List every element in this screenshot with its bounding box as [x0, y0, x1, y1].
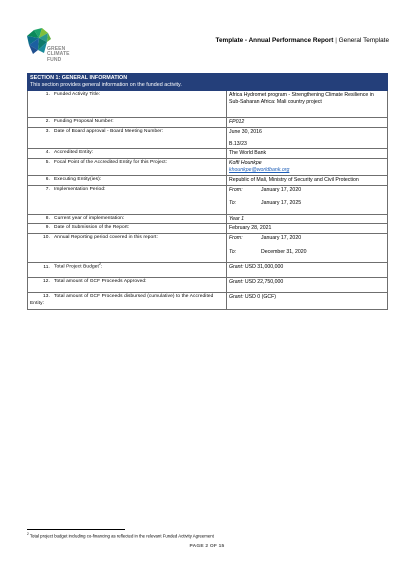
table-row	[28, 214, 388, 224]
row-value: The World Bank	[227, 149, 388, 159]
logo-wordmark: GREEN CLIMATE FUND	[47, 46, 70, 63]
row-value: Africa Hydromet program - Strengthening Climate Resilience in Sub-Saharan Africa: Mali country project	[227, 91, 388, 118]
row-label: 7. Implementation Period:	[28, 185, 227, 214]
section-subtitle: This section provides general information on the funded activity.	[30, 81, 182, 88]
row-label: 2. Funding Proposal Number:	[28, 118, 227, 128]
section-header	[28, 74, 388, 91]
row-label: 12. Total amount of GCF Proceeds Approved:	[28, 278, 227, 293]
focal-point-email-link[interactable]: khounkpe@worldbank.org	[229, 167, 290, 174]
table-row	[28, 293, 388, 310]
table-row	[28, 278, 388, 293]
row-label: 6. Executing Entity(ies):	[28, 175, 227, 185]
header-title-bold: Template - Annual Performance Report	[215, 37, 334, 44]
table-row	[28, 149, 388, 159]
row-label: 1. Funded Activity Title:	[28, 91, 227, 118]
general-information-table	[27, 73, 388, 310]
row-value: Grant: USD 22,750,000	[227, 278, 388, 293]
page-number: PAGE 2 OF 15	[189, 544, 225, 549]
table-row	[28, 91, 388, 118]
row-label: 4. Accredited Entity:	[28, 149, 227, 159]
footnote: $^2$ Total project budget including co-financing as reflected in the relevant Funded Activity Agreement	[27, 532, 214, 539]
row-value: FP012	[227, 118, 388, 128]
row-label: 3. Date of Board approval - Board Meeting Number:	[28, 127, 227, 149]
header-title: Template - Annual Performance Report | General Template	[215, 37, 389, 44]
row-value: Republic of Mali, Ministry of Security and Civil Protection	[227, 175, 388, 185]
section-title: SECTION 1: GENERAL INFORMATION	[30, 75, 128, 81]
table-row	[28, 234, 388, 263]
row-value: From: January 17, 2020 To: December 31, 2020	[227, 234, 388, 263]
row-value: Grant: USD 0 (GCF)	[227, 293, 388, 310]
row-label: 13. Total amount of GCF Proceeds disbursed (cumulative) to the Accredited Entity:	[28, 293, 227, 310]
row-value: February 28, 2021	[227, 224, 388, 234]
row-value: Grant: USD 31,000,000	[227, 263, 388, 278]
table-row	[28, 159, 388, 176]
header-title-rest: General Template	[338, 37, 389, 44]
row-value: From: January 17, 2020 To: January 17, 2025	[227, 185, 388, 214]
row-label: 10. Annual Reporting period covered in this report:	[28, 234, 227, 263]
row-label: 8. Current year of implementation:	[28, 214, 227, 224]
row-value: Year 1	[227, 214, 388, 224]
row-value: June 30, 2016 B.13/23	[227, 127, 388, 149]
row-label: 9. Date of Submission of the Report:	[28, 224, 227, 234]
table-row	[28, 118, 388, 128]
footnote-divider	[27, 529, 125, 530]
table-row	[28, 185, 388, 214]
table-row	[28, 263, 388, 278]
table-row	[28, 127, 388, 149]
row-value: Koffi Hounkpe khounkpe@worldbank.org	[227, 159, 388, 176]
table-row	[28, 224, 388, 234]
row-label: 5. Focal Point of the Accredited Entity for this Project:	[28, 159, 227, 176]
row-label: 11. Total Project Budget$^2$:	[28, 263, 227, 278]
table-row	[28, 175, 388, 185]
